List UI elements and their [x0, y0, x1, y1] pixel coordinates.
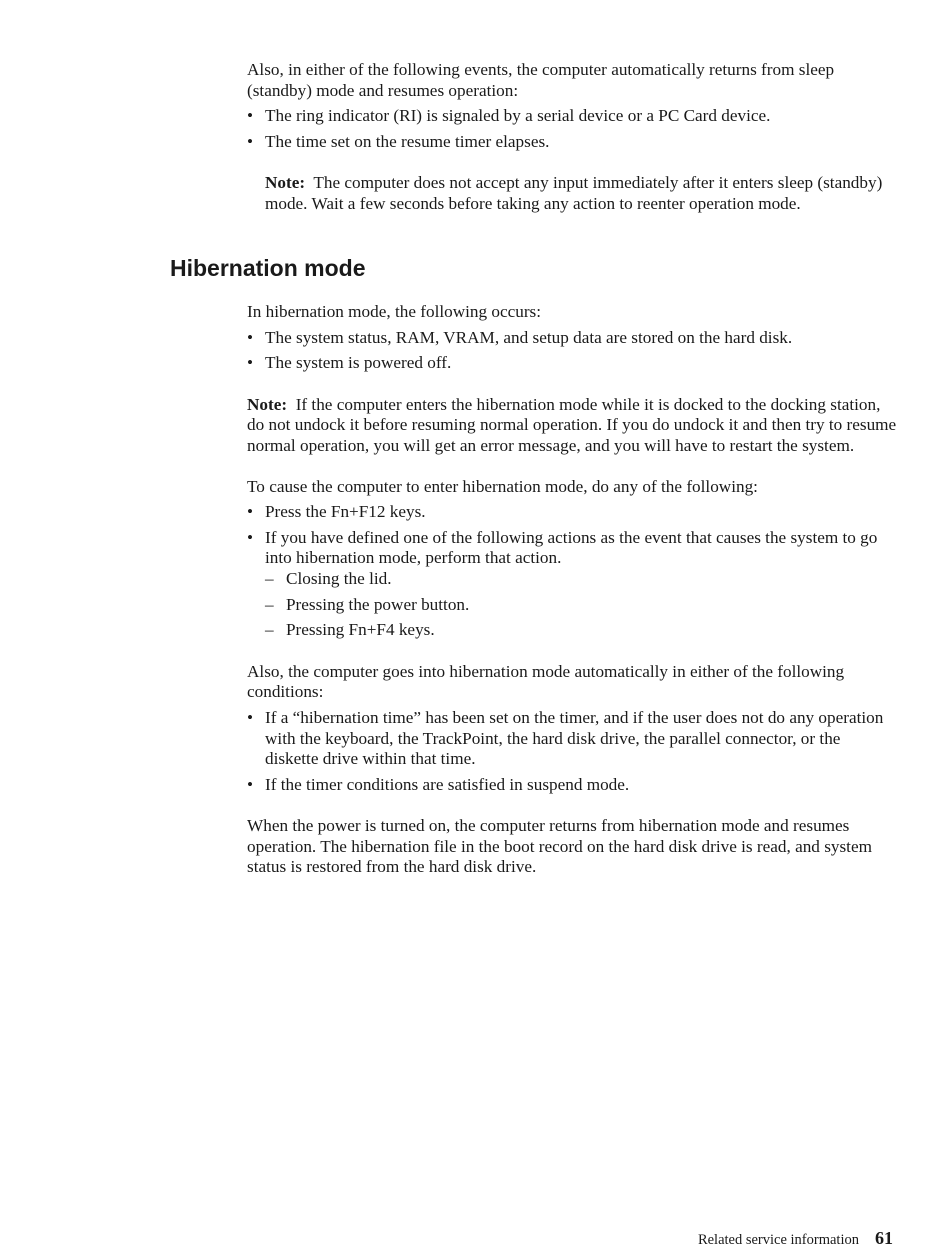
section-heading: Hibernation mode — [170, 255, 366, 281]
cause-intro: To cause the computer to enter hibernation mode, do any of the following: — [247, 476, 758, 496]
auto-intro: Also, the computer goes into hibernation mode automatically in either of the following conditions: — [247, 661, 845, 702]
sleep-resume-list — [247, 106, 897, 152]
cause-list — [247, 502, 897, 641]
note-text: The computer does not accept any input immediately after it enters sleep (standby) mode. Wait a few seconds before taking any action to reenter operation mode. — [265, 173, 883, 213]
sleep-resume-section — [247, 60, 897, 215]
sleep-note — [265, 173, 897, 214]
page-number: 61 — [875, 1228, 893, 1248]
list-item: • Press the Fn+F12 keys. — [247, 502, 897, 523]
list-item — [247, 528, 897, 641]
footer-label: Related service information — [697, 1232, 859, 1248]
action-sublist — [265, 569, 897, 641]
hibernation-note — [247, 395, 897, 457]
list-item: • The system is powered off. — [247, 353, 897, 374]
sublist-item: – Pressing the power button. — [265, 595, 897, 616]
power-on-paragraph: When the power is turned on, the computer returns from hibernation mode and resumes operation. The hibernation file in the boot record on the hard disk drive is read, and system status is restored from the hard disk drive. — [247, 816, 872, 877]
list-item-text: If you have defined one of the following actions as the event that causes the system to go into hibernation mode, perform that action. — [265, 527, 878, 568]
list-item: • If the timer conditions are satisfied in suspend mode. — [247, 775, 897, 796]
hibernation-occurs-list — [247, 328, 897, 374]
note-label: Note: — [247, 394, 288, 414]
sleep-resume-intro: Also, in either of the following events, the computer automatically returns from sleep (standby) mode and resumes operation: — [247, 60, 835, 100]
note-label: Note: — [265, 173, 306, 193]
sublist-item: – Closing the lid. — [265, 569, 897, 590]
list-item: • The system status, RAM, VRAM, and setup data are stored on the hard disk. — [247, 328, 897, 349]
note-text: If the computer enters the hibernation mode while it is docked to the docking station, do not undock it before resuming normal operation. If you do undock it and then try to resume normal operation, you will get an error message, and you will have to restart the system. — [247, 394, 897, 455]
hibernation-intro: In hibernation mode, the following occurs: — [247, 302, 542, 321]
sublist-item: – Pressing Fn+F4 keys. — [265, 620, 897, 641]
hibernation-section — [247, 302, 897, 878]
page-footer — [698, 1228, 893, 1249]
auto-conditions-list — [247, 708, 897, 795]
list-item: • The ring indicator (RI) is signaled by a serial device or a PC Card device. — [247, 106, 897, 127]
list-item: • The time set on the resume timer elapses. — [247, 132, 897, 153]
list-item: • If a “hibernation time” has been set on the timer, and if the user does not do any operation with the keyboard, the TrackPoint, the hard disk drive, the parallel connector, or the diskette drive within that time. — [247, 708, 897, 770]
